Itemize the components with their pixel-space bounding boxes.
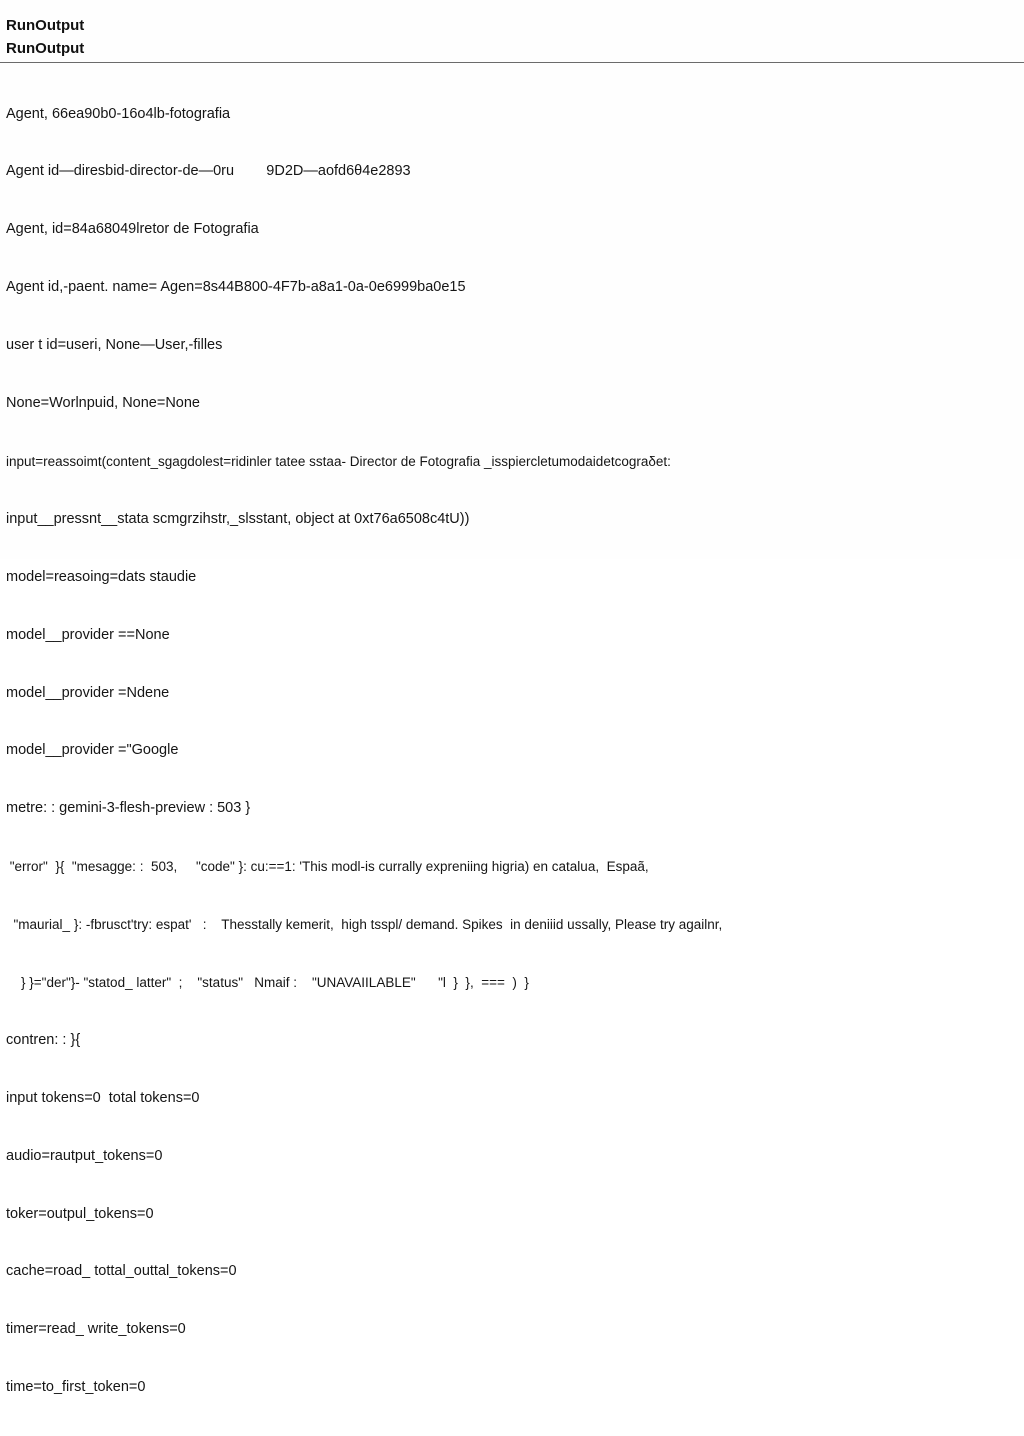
header-divider [0, 62, 1024, 63]
output-line-model-reasoning: model=reasoing=dats staudie [6, 568, 197, 585]
output-line-input-present: input__pressnt__stata scmgrzihstr,_slsstant, object at 0xt76a6508c4tU)) [6, 510, 470, 527]
output-line-none: None=Worlnpuid, None=None [6, 395, 201, 412]
output-line-content: contren: : }{ [6, 1031, 81, 1048]
run-output-text [6, 66, 1018, 1436]
output-line-error-1: "error" }{ "mesagge: : 503, "code" }: cu:==1: 'This modl-is currally expreniing higria) en catalua, Espaã, [6, 859, 649, 875]
output-line-error-2: "maurial_ }: -fbrusct'try: espat' : Thesstally kemerit, high tsspl/ demand. Spikes in deniiid ussally, Please try agailnr, [6, 917, 723, 933]
output-line-timer-tokens: timer=read_ write_tokens=0 [6, 1321, 186, 1338]
output-line-error-3: } }="der"}- "statod_ latter" ; "status" Nmaif : "UNAVAIILABLE" "l } }, === ) } [6, 974, 529, 990]
header [6, 14, 84, 60]
output-line-agent-id: Agent id—diresbid-director-de—0ru 9D2D—aofd6θ4e2893 [6, 163, 411, 180]
output-line-agent: Agent, 66ea90b0-16o4lb-fotografia [6, 105, 231, 122]
page-subtitle: RunOutput [6, 40, 85, 57]
output-line-model-provider-1: model__provider ==None [6, 626, 170, 643]
output-line-agent-parent-name: Agent id,-paent. name= Agen=8s44B800-4F7b-a8a1-0a-0e6999ba0e15 [6, 279, 466, 296]
output-line-input: input=reassoimt(content_sgagdolest=ridinler tatee sstaa- Director de Fotografia _isspiercletumodaidetcograδet: [6, 453, 671, 469]
output-line-model-provider-2: model__provider =Ndene [6, 684, 170, 701]
output-line-user-id: user t id=useri, None—User,-filles [6, 337, 223, 354]
output-line-model-provider-3: model__provider ="Google [6, 742, 179, 759]
output-line-input-tokens: input tokens=0 total tokens=0 [6, 1089, 200, 1106]
output-line-audio-tokens: audio=rautput_tokens=0 [6, 1147, 163, 1164]
output-line-agent-id-name: Agent, id=84a68049lretor de Fotografia [6, 221, 259, 238]
output-line-metrics: metre: : gemini-3-flesh-preview : 503 } [6, 800, 251, 817]
output-line-cache-tokens: cache=road_ tottal_outtal_tokens=0 [6, 1263, 237, 1280]
output-line-output-tokens: toker=outpul_tokens=0 [6, 1205, 154, 1222]
page-title: RunOutput [6, 17, 85, 34]
output-line-time-first-token: time=to_first_token=0 [6, 1379, 146, 1396]
